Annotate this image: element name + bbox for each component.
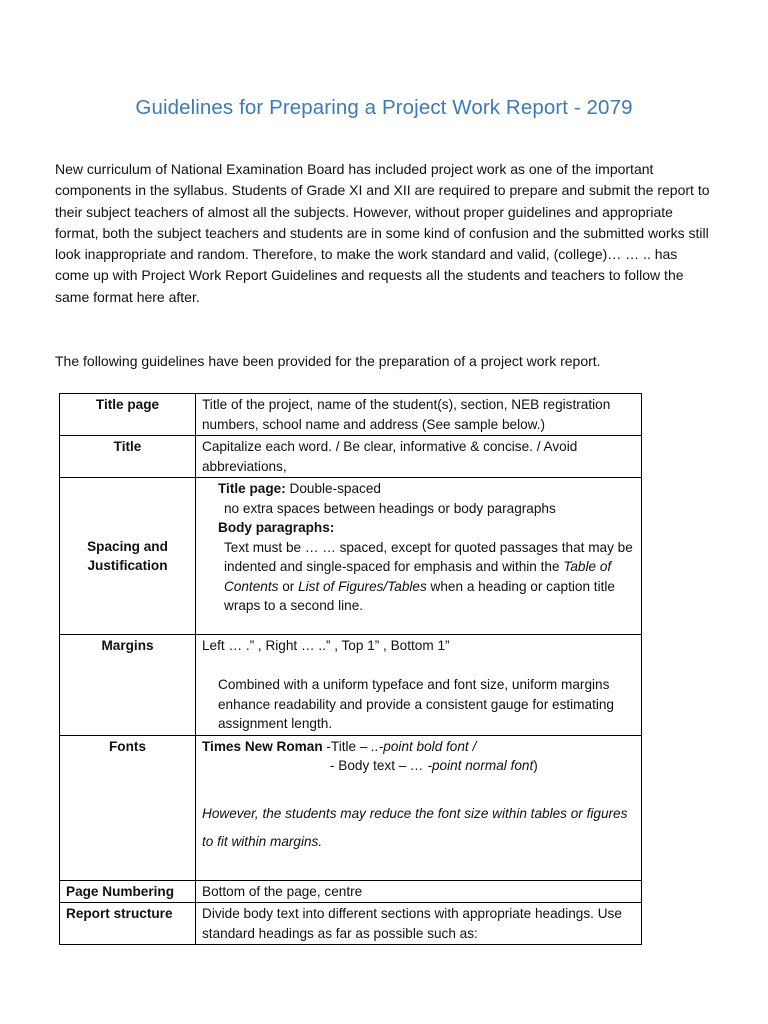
- spacing-body-text-1: Text must be … … spaced, except for quoted passages that may be indented and single-spaced for emphasis and within the: [224, 539, 633, 574]
- row-label-title-page: Title page: [60, 394, 196, 436]
- row-label-spacing: Spacing and Justification: [60, 478, 196, 635]
- spacing-no-extra-line: no extra spaces between headings or body paragraphs: [224, 500, 556, 516]
- margins-line-1: Left … .” , Right … ..” , Top 1” , Bottom 1”: [202, 638, 450, 653]
- lead-paragraph: The following guidelines have been provided for the preparation of a project work report.: [55, 353, 601, 369]
- table-row-title: [60, 436, 642, 478]
- margins-line-2: Combined with a uniform typeface and font size, uniform margins enhance readability and provide a consistent gauge for estimating assignment length.: [218, 677, 614, 731]
- spacing-lof: List of Figures/Tables: [298, 578, 427, 594]
- fonts-font-name: Times New Roman: [202, 738, 323, 754]
- row-value-title-page: Title of the project, name of the student(s), section, NEB registration numbers, school name and address (See sample below.): [196, 394, 642, 436]
- table-row-report-structure: [60, 903, 642, 945]
- page-title: Guidelines for Preparing a Project Work Report - 2079: [135, 96, 633, 119]
- spacing-or: or: [278, 578, 299, 594]
- fonts-body-prefix: - Body text –: [330, 758, 411, 773]
- row-value-spacing: [196, 478, 642, 635]
- guidelines-table: [59, 393, 642, 945]
- table-row-spacing: [60, 478, 642, 635]
- spacing-body-head: Body paragraphs:: [218, 520, 335, 535]
- table-row-page-numbering: [60, 880, 642, 903]
- row-label-report-structure: Report structure: [60, 903, 196, 945]
- row-label-page-numbering: Page Numbering: [60, 880, 196, 903]
- row-value-fonts: [196, 735, 642, 880]
- fonts-note-1: However, the students may reduce the font size within tables or figures: [202, 805, 628, 821]
- fonts-body-value: … -point normal font: [410, 758, 534, 773]
- fonts-title-value: ..-point bold font /: [371, 738, 477, 754]
- table-row-title-page: [60, 394, 642, 436]
- table-row-fonts: [60, 735, 642, 880]
- spacing-title-page-line: [202, 479, 635, 499]
- fonts-body-suffix: ): [533, 758, 538, 773]
- fonts-title-prefix: -Title –: [322, 738, 372, 754]
- spacing-body-text: [202, 538, 635, 616]
- fonts-note-2: to fit within margins.: [202, 834, 323, 849]
- row-value-margins: [196, 635, 642, 736]
- spacing-title-page-value: Double-spaced: [285, 481, 381, 496]
- fonts-body-line: [202, 756, 635, 776]
- row-value-page-numbering: Bottom of the page, centre: [196, 880, 642, 903]
- spacing-body-text-2: when a heading or caption title wraps to a second line.: [224, 578, 615, 613]
- row-label-title: Title: [60, 436, 196, 478]
- row-label-margins: Margins: [60, 635, 196, 736]
- intro-paragraph: New curriculum of National Examination Board has included project work as one of the important components in the syllabus. Students of Grade XI and XII are required to prepare and submit the report to their subject teachers of almost all the subjects. However, without proper guidelines and appropriate format, both the subject teachers and students are in some kind of confusion and the submitted works still look inappropriate and random. Therefore, to make the work standard and valid, (college)… … .. has come up with Project Work Report Guidelines and requests all the students and teachers to follow the same format here after.: [55, 161, 710, 305]
- spacing-toc: Table of Contents: [224, 559, 612, 594]
- fonts-title-line: [202, 737, 635, 757]
- row-label-fonts: Fonts: [60, 735, 196, 880]
- spacing-title-page-head: Title page:: [218, 481, 286, 496]
- row-value-report-structure: Divide body text into different sections with appropriate headings. Use standard headings as far as possible such as:: [196, 903, 642, 945]
- row-value-title: Capitalize each word. / Be clear, informative & concise. / Avoid abbreviations,: [196, 436, 642, 478]
- table-row-margins: [60, 635, 642, 736]
